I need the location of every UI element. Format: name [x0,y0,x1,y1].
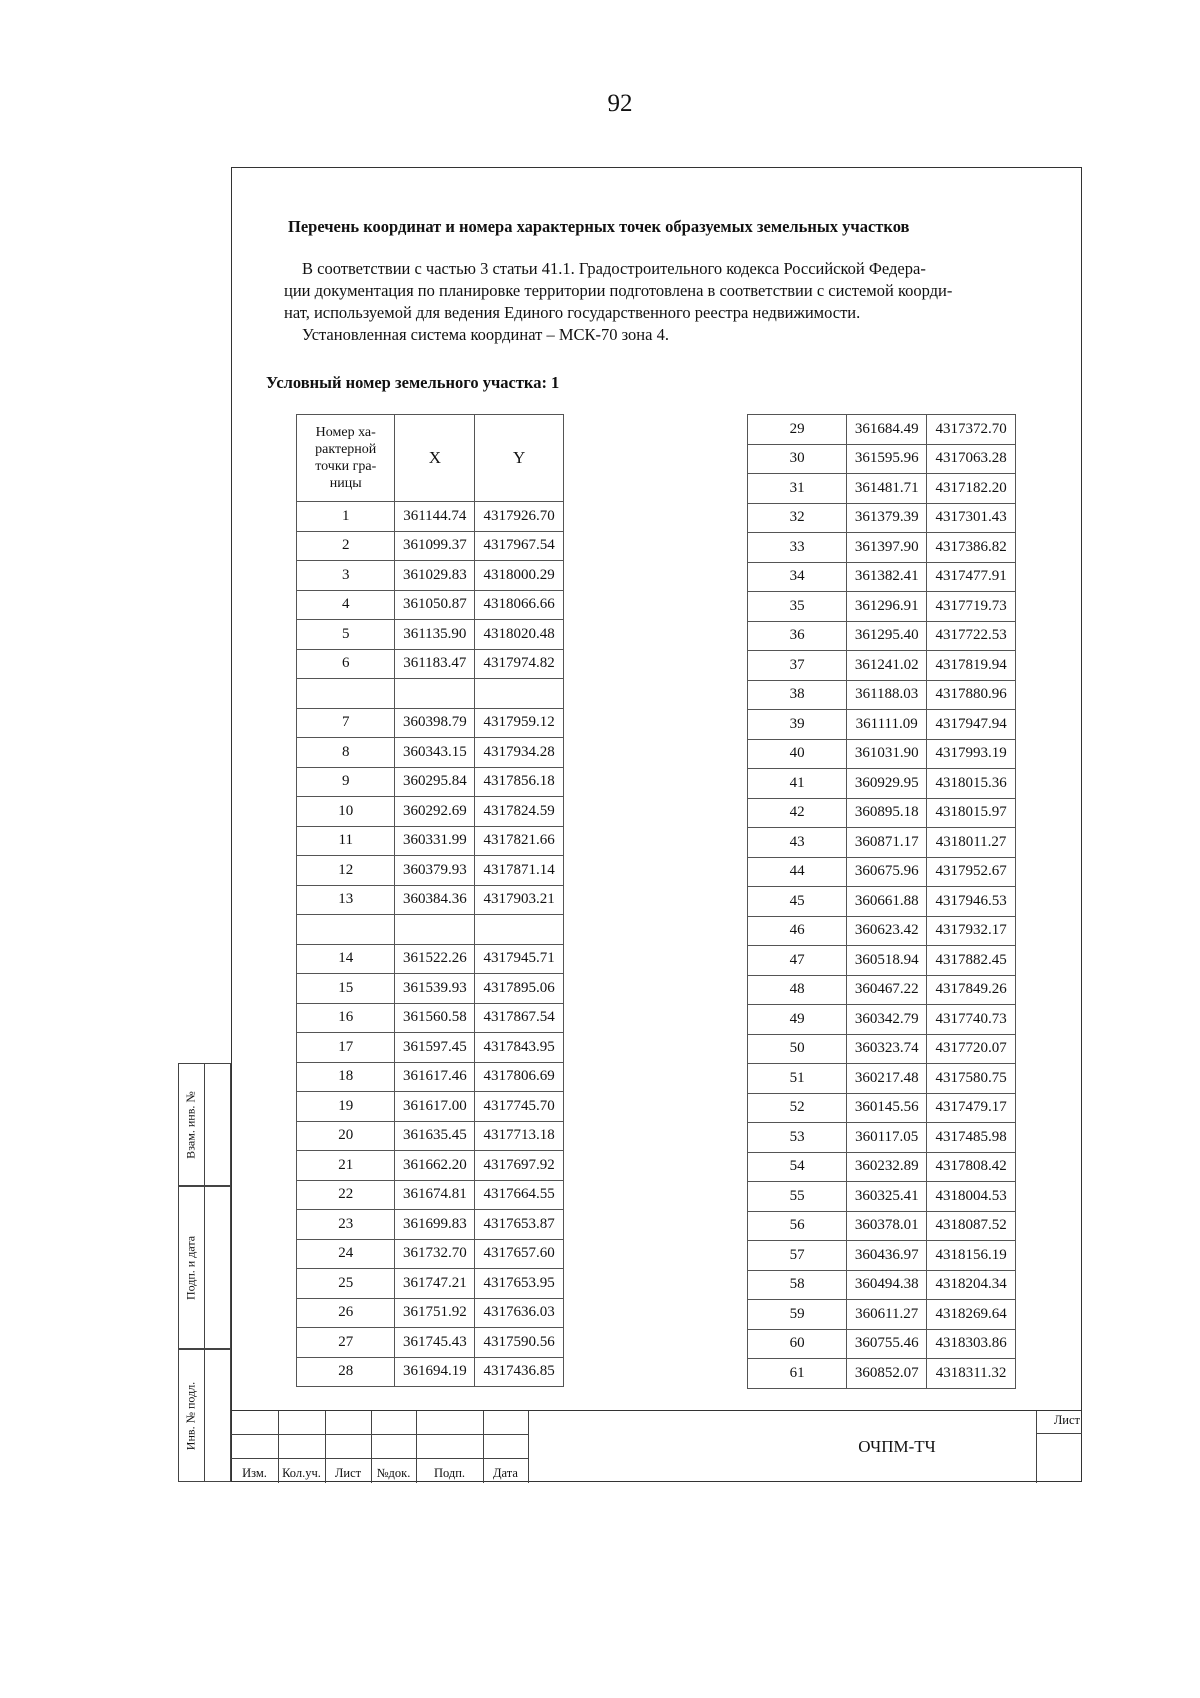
coordinate-row [297,561,564,591]
coordinate-row [297,1239,564,1269]
point-number-cell: 54 [748,1152,847,1182]
point-number-cell: 14 [297,944,395,974]
point-number-cell: 60 [748,1329,847,1359]
point-number-cell: 48 [748,975,847,1005]
y-coordinate-cell: 4318015.36 [927,769,1016,799]
coordinate-row [748,739,1016,769]
x-coordinate-cell: 361617.00 [395,1092,475,1122]
y-coordinate-cell: 4317974.82 [475,649,564,679]
y-coordinate-cell: 4317653.87 [475,1210,564,1240]
point-number-cell: 32 [748,503,847,533]
x-coordinate-cell: 360467.22 [847,975,927,1005]
x-coordinate-cell: 361050.87 [395,590,475,620]
y-coordinate-cell: 4318269.64 [927,1300,1016,1330]
y-coordinate-cell: 4317653.95 [475,1269,564,1299]
coordinates-body-left [297,502,564,1387]
y-coordinate-cell: 4318020.48 [475,620,564,650]
x-coordinate-cell: 361745.43 [395,1328,475,1358]
x-coordinate-cell: 360661.88 [847,887,927,917]
y-coordinate-cell: 4318311.32 [927,1359,1016,1389]
point-number-cell: 15 [297,974,395,1004]
x-header: X [395,415,475,502]
x-coordinate-cell: 361031.90 [847,739,927,769]
coordinate-row [748,503,1016,533]
y-coordinate-cell: 4317871.14 [475,856,564,886]
x-coordinate-cell: 361144.74 [395,502,475,532]
coordinate-row [297,1151,564,1181]
coordinate-row [748,1123,1016,1153]
y-header: Y [475,415,564,502]
coordinate-row [297,885,564,915]
coordinate-row [297,1033,564,1063]
point-number-header-line: Номер ха- [315,425,376,440]
coordinate-row [297,1357,564,1387]
coordinate-row [297,1121,564,1151]
plot-title: Условный номер земельного участка: 1 [266,373,560,392]
x-coordinate-cell: 361539.93 [395,974,475,1004]
point-number-cell: 47 [748,946,847,976]
y-coordinate-cell: 4318066.66 [475,590,564,620]
coordinate-row [748,1241,1016,1271]
coordinate-row [748,1034,1016,1064]
coordinate-row [748,857,1016,887]
intro-line: В соответствии с частью 3 статьи 41.1. Градостроительного кодекса Российской Федера- [302,259,926,278]
coordinate-row [748,1182,1016,1212]
y-coordinate-cell: 4317590.56 [475,1328,564,1358]
x-coordinate-cell: 361662.20 [395,1151,475,1181]
point-number-cell: 57 [748,1241,847,1271]
side-label-original-inv: Инв. № подл. [183,1381,198,1450]
point-number-cell [297,679,395,709]
y-coordinate-cell: 4317806.69 [475,1062,564,1092]
coordinate-row [297,502,564,532]
x-coordinate-cell: 360518.94 [847,946,927,976]
x-coordinate-cell: 361684.49 [847,415,927,445]
y-coordinate-cell: 4318000.29 [475,561,564,591]
x-coordinate-cell: 361397.90 [847,533,927,563]
point-number-cell: 21 [297,1151,395,1181]
x-coordinate-cell: 360398.79 [395,708,475,738]
point-number-cell: 56 [748,1211,847,1241]
x-coordinate-cell: 360232.89 [847,1152,927,1182]
y-coordinate-cell [475,679,564,709]
point-number-cell: 20 [297,1121,395,1151]
y-coordinate-cell: 4317967.54 [475,531,564,561]
x-coordinate-cell: 360292.69 [395,797,475,827]
x-coordinate-cell: 360331.99 [395,826,475,856]
point-number-cell: 40 [748,739,847,769]
x-coordinate-cell: 361617.46 [395,1062,475,1092]
coordinate-row [748,828,1016,858]
coordinate-row [748,1211,1016,1241]
y-coordinate-cell: 4317824.59 [475,797,564,827]
point-number-cell: 37 [748,651,847,681]
y-coordinate-cell: 4317934.28 [475,738,564,768]
coordinate-row [297,708,564,738]
x-coordinate-cell: 361296.91 [847,592,927,622]
y-coordinate-cell: 4317485.98 [927,1123,1016,1153]
x-coordinate-cell: 361747.21 [395,1269,475,1299]
point-number-cell: 1 [297,502,395,532]
y-coordinate-cell: 4318011.27 [927,828,1016,858]
y-coordinate-cell: 4317697.92 [475,1151,564,1181]
point-number-cell: 34 [748,562,847,592]
coordinate-row [748,415,1016,445]
coordinate-row [748,1152,1016,1182]
page-number: 92 [607,90,633,117]
point-number-cell: 2 [297,531,395,561]
point-number-cell: 5 [297,620,395,650]
coordinate-row [297,1298,564,1328]
x-coordinate-cell: 361522.26 [395,944,475,974]
y-coordinate-cell: 4317926.70 [475,502,564,532]
x-coordinate-cell: 361135.90 [395,620,475,650]
point-number-cell: 46 [748,916,847,946]
x-coordinate-cell: 360675.96 [847,857,927,887]
point-number-cell: 17 [297,1033,395,1063]
stamp-col-date: Дата [493,1466,518,1480]
stamp-col-sheet: Лист [334,1466,362,1480]
point-number-cell: 6 [297,649,395,679]
y-coordinate-cell: 4317946.53 [927,887,1016,917]
y-coordinate-cell: 4317952.67 [927,857,1016,887]
x-coordinate-cell: 360623.42 [847,916,927,946]
coordinate-row [297,915,564,945]
point-number-cell: 30 [748,444,847,474]
side-label-replacement-inv: Взам. инв. № [183,1090,198,1159]
y-coordinate-cell: 4318156.19 [927,1241,1016,1271]
coordinate-row [748,533,1016,563]
point-number-cell: 27 [297,1328,395,1358]
title-block [231,1410,1082,1483]
intro-line: нат, используемой для ведения Единого государственного реестра недвижимости. [284,303,861,322]
y-coordinate-cell: 4317436.85 [475,1357,564,1387]
y-coordinate-cell: 4317386.82 [927,533,1016,563]
coordinate-row [297,531,564,561]
y-coordinate-cell: 4317932.17 [927,916,1016,946]
point-number-cell: 36 [748,621,847,651]
point-number-cell: 3 [297,561,395,591]
intro-paragraph [284,258,1059,324]
y-coordinate-cell: 4317477.91 [927,562,1016,592]
coordinate-row [297,649,564,679]
coordinate-row [297,738,564,768]
point-number-cell: 59 [748,1300,847,1330]
point-number-cell: 55 [748,1182,847,1212]
y-coordinate-cell: 4318303.86 [927,1329,1016,1359]
coordinate-row [297,1062,564,1092]
y-coordinate-cell: 4317895.06 [475,974,564,1004]
coordinate-system-paragraph: Установленная система координат – МСК-70 зона 4. [302,325,669,344]
coordinate-row [748,946,1016,976]
x-coordinate-cell: 361183.47 [395,649,475,679]
x-coordinate-cell: 361699.83 [395,1210,475,1240]
point-number-cell: 44 [748,857,847,887]
y-coordinate-cell: 4317301.43 [927,503,1016,533]
point-number-cell: 45 [748,887,847,917]
x-coordinate-cell: 361379.39 [847,503,927,533]
x-coordinate-cell: 361481.71 [847,474,927,504]
point-number-cell: 25 [297,1269,395,1299]
coordinate-row [748,1329,1016,1359]
point-number-cell: 41 [748,769,847,799]
coordinate-row [748,474,1016,504]
x-coordinate-cell: 361241.02 [847,651,927,681]
point-number-cell: 53 [748,1123,847,1153]
y-coordinate-cell: 4317636.03 [475,1298,564,1328]
x-coordinate-cell: 361295.40 [847,621,927,651]
y-coordinate-cell: 4317657.60 [475,1239,564,1269]
coordinate-row [297,826,564,856]
x-coordinate-cell: 360295.84 [395,767,475,797]
point-number-cell: 16 [297,1003,395,1033]
intro-line: ции документация по планировке территории подготовлена в соответствии с системой коорди- [284,281,953,300]
point-number-cell: 31 [748,474,847,504]
y-coordinate-cell: 4317867.54 [475,1003,564,1033]
sheet-box-divider [1037,1433,1082,1434]
point-number-cell: 4 [297,590,395,620]
coordinate-row [748,975,1016,1005]
x-coordinate-cell: 360323.74 [847,1034,927,1064]
y-coordinate-cell: 4317479.17 [927,1093,1016,1123]
y-coordinate-cell: 4318204.34 [927,1270,1016,1300]
coordinate-row [748,710,1016,740]
coordinate-row [748,798,1016,828]
coordinate-row [748,916,1016,946]
y-coordinate-cell [475,915,564,945]
y-coordinate-cell: 4317945.71 [475,944,564,974]
y-coordinate-cell: 4317993.19 [927,739,1016,769]
coordinate-row [748,1064,1016,1094]
stamp-col-signature: Подп. [433,1466,466,1480]
x-coordinate-cell: 361597.45 [395,1033,475,1063]
x-coordinate-cell: 360325.41 [847,1182,927,1212]
point-number-cell: 43 [748,828,847,858]
x-coordinate-cell: 361674.81 [395,1180,475,1210]
y-coordinate-cell: 4317063.28 [927,444,1016,474]
coordinates-table-right [747,414,1016,1389]
point-number-cell: 35 [748,592,847,622]
y-coordinate-cell: 4317947.94 [927,710,1016,740]
point-number-cell: 51 [748,1064,847,1094]
stamp-col-change: Изм. [242,1466,267,1480]
sheet-label: Лист [1053,1413,1080,1427]
point-number-cell: 11 [297,826,395,856]
x-coordinate-cell: 360145.56 [847,1093,927,1123]
x-coordinate-cell: 361635.45 [395,1121,475,1151]
coordinate-row [748,592,1016,622]
point-number-cell: 13 [297,885,395,915]
x-coordinate-cell: 360342.79 [847,1005,927,1035]
y-coordinate-cell: 4317722.53 [927,621,1016,651]
x-coordinate-cell [395,679,475,709]
document-title: Перечень координат и номера характерных точек образуемых земельных участков [288,217,910,236]
coordinate-row [297,620,564,650]
y-coordinate-cell: 4317713.18 [475,1121,564,1151]
point-number-cell: 22 [297,1180,395,1210]
coordinate-row [297,767,564,797]
coordinate-row [297,1269,564,1299]
y-coordinate-cell: 4317740.73 [927,1005,1016,1035]
point-number-cell [297,915,395,945]
y-coordinate-cell: 4317856.18 [475,767,564,797]
coordinates-body-right [748,415,1016,1389]
x-coordinate-cell: 360494.38 [847,1270,927,1300]
coordinate-row [297,974,564,1004]
side-label-signature-date: Подп. и дата [183,1235,198,1300]
y-coordinate-cell: 4318004.53 [927,1182,1016,1212]
point-number-cell: 49 [748,1005,847,1035]
point-number-cell: 39 [748,710,847,740]
y-coordinate-cell: 4318015.97 [927,798,1016,828]
point-number-header [297,415,395,502]
y-coordinate-cell: 4317882.45 [927,946,1016,976]
y-coordinate-cell: 4317880.96 [927,680,1016,710]
x-coordinate-cell: 361595.96 [847,444,927,474]
coordinate-row [748,1005,1016,1035]
point-number-cell: 23 [297,1210,395,1240]
coordinate-row [297,679,564,709]
y-coordinate-cell: 4317808.42 [927,1152,1016,1182]
x-coordinate-cell: 360343.15 [395,738,475,768]
x-coordinate-cell [395,915,475,945]
y-coordinate-cell: 4317959.12 [475,708,564,738]
point-number-cell: 52 [748,1093,847,1123]
point-number-header-line: рактерной [315,442,377,457]
y-coordinate-cell: 4317719.73 [927,592,1016,622]
coordinate-row [748,887,1016,917]
x-coordinate-cell: 361382.41 [847,562,927,592]
point-number-header-line: точки гра- [315,459,377,474]
coordinate-row [748,444,1016,474]
x-coordinate-cell: 361732.70 [395,1239,475,1269]
x-coordinate-cell: 360755.46 [847,1329,927,1359]
x-coordinate-cell: 360117.05 [847,1123,927,1153]
x-coordinate-cell: 360384.36 [395,885,475,915]
coordinates-table-left [296,414,564,1387]
coordinate-row [297,1180,564,1210]
x-coordinate-cell: 361188.03 [847,680,927,710]
y-coordinate-cell: 4317372.70 [927,415,1016,445]
point-number-cell: 58 [748,1270,847,1300]
point-number-cell: 38 [748,680,847,710]
x-coordinate-cell: 360852.07 [847,1359,927,1389]
coordinate-row [297,856,564,886]
point-number-cell: 8 [297,738,395,768]
point-number-cell: 24 [297,1239,395,1269]
point-number-cell: 7 [297,708,395,738]
point-number-cell: 18 [297,1062,395,1092]
x-coordinate-cell: 360611.27 [847,1300,927,1330]
y-coordinate-cell: 4317182.20 [927,474,1016,504]
y-coordinate-cell: 4318087.52 [927,1211,1016,1241]
y-coordinate-cell: 4317745.70 [475,1092,564,1122]
x-coordinate-cell: 360929.95 [847,769,927,799]
x-coordinate-cell: 360895.18 [847,798,927,828]
coordinate-row [748,1359,1016,1389]
coordinate-row [297,944,564,974]
y-coordinate-cell: 4317821.66 [475,826,564,856]
coordinate-row [297,1328,564,1358]
stamp-col-doc-number: №док. [376,1466,411,1480]
point-number-cell: 61 [748,1359,847,1389]
x-coordinate-cell: 361099.37 [395,531,475,561]
coordinate-row [748,651,1016,681]
x-coordinate-cell: 360871.17 [847,828,927,858]
coordinate-row [297,1092,564,1122]
y-coordinate-cell: 4317903.21 [475,885,564,915]
x-coordinate-cell: 360379.93 [395,856,475,886]
point-number-header-line: ницы [329,476,362,491]
point-number-cell: 28 [297,1357,395,1387]
y-coordinate-cell: 4317720.07 [927,1034,1016,1064]
coordinate-row [748,680,1016,710]
point-number-cell: 9 [297,767,395,797]
coordinate-row [297,1003,564,1033]
coordinate-row [748,1300,1016,1330]
y-coordinate-cell: 4317664.55 [475,1180,564,1210]
coordinate-row [297,590,564,620]
point-number-cell: 42 [748,798,847,828]
point-number-cell: 50 [748,1034,847,1064]
coordinate-row [748,1093,1016,1123]
x-coordinate-cell: 361029.83 [395,561,475,591]
coordinate-row [748,769,1016,799]
x-coordinate-cell: 360217.48 [847,1064,927,1094]
point-number-cell: 29 [748,415,847,445]
point-number-cell: 33 [748,533,847,563]
coordinate-row [297,1210,564,1240]
coordinate-row [748,562,1016,592]
point-number-cell: 19 [297,1092,395,1122]
point-number-cell: 26 [297,1298,395,1328]
document-code: ОЧПМ-ТЧ [858,1437,936,1456]
coordinate-row [297,797,564,827]
x-coordinate-cell: 361560.58 [395,1003,475,1033]
x-coordinate-cell: 361694.19 [395,1357,475,1387]
stamp-col-quantity: Кол.уч. [282,1466,321,1480]
y-coordinate-cell: 4317580.75 [927,1064,1016,1094]
side-divider [204,1063,205,1482]
x-coordinate-cell: 360436.97 [847,1241,927,1271]
y-coordinate-cell: 4317849.26 [927,975,1016,1005]
y-coordinate-cell: 4317819.94 [927,651,1016,681]
x-coordinate-cell: 361751.92 [395,1298,475,1328]
coordinate-row [748,621,1016,651]
x-coordinate-cell: 360378.01 [847,1211,927,1241]
coordinate-row [748,1270,1016,1300]
point-number-cell: 10 [297,797,395,827]
point-number-cell: 12 [297,856,395,886]
x-coordinate-cell: 361111.09 [847,710,927,740]
y-coordinate-cell: 4317843.95 [475,1033,564,1063]
